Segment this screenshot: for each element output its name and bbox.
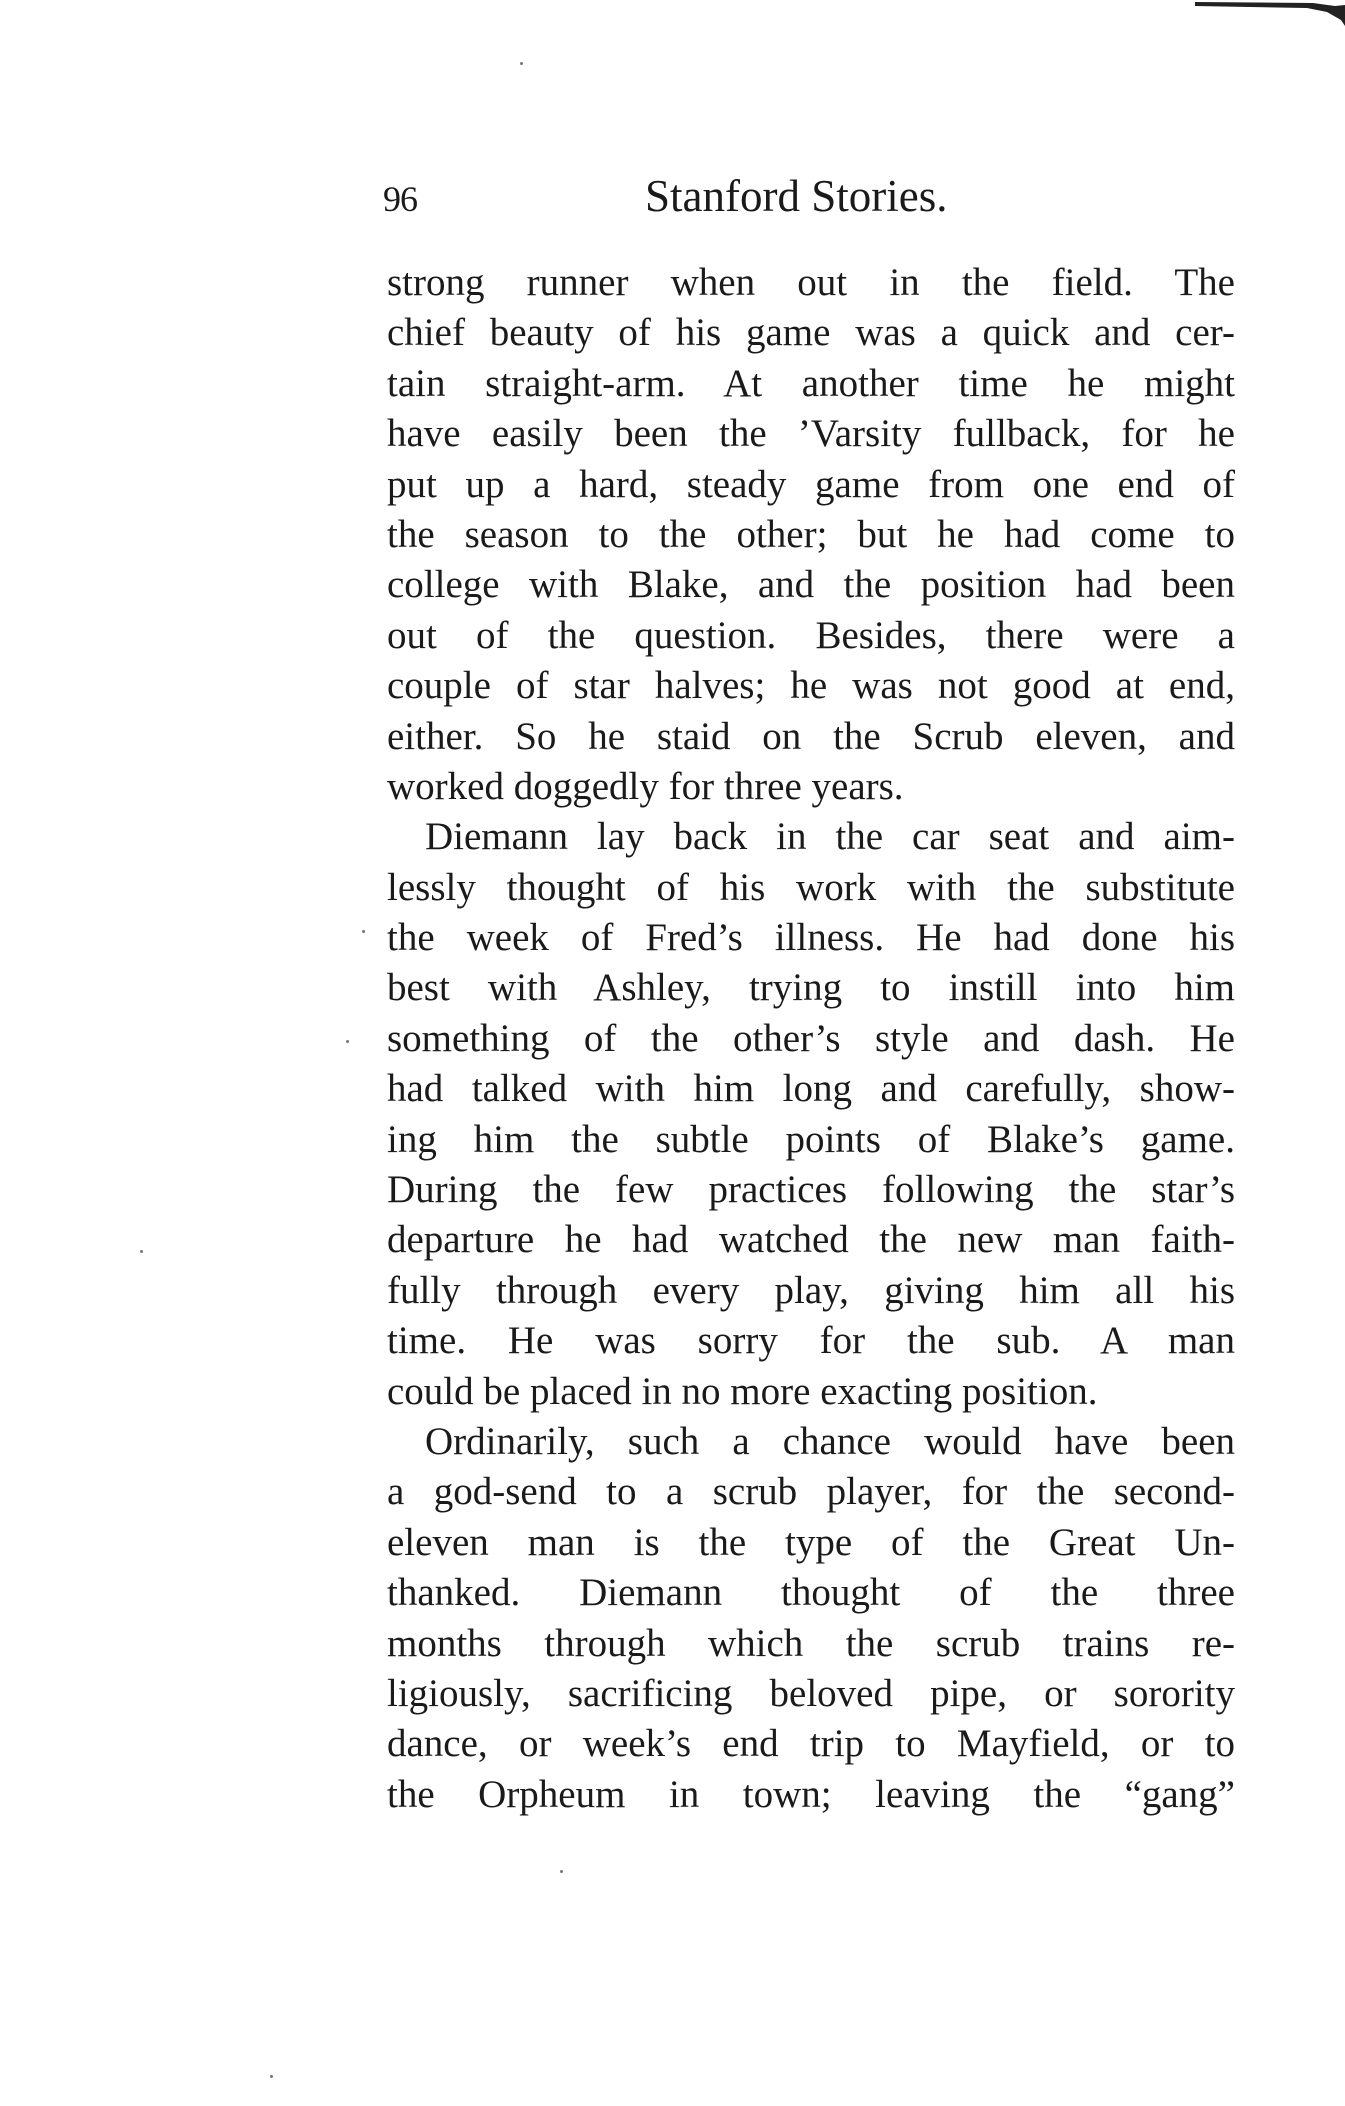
- running-title: Stanford Stories.: [645, 171, 948, 221]
- text-line: months through which the scrub trains re-: [387, 1621, 1235, 1665]
- text-line: college with Blake, and the position had been: [387, 563, 1235, 607]
- text-line: thanked. Diemann thought of the three: [387, 1571, 1235, 1615]
- text-line: fully through every play, giving him all his: [387, 1268, 1235, 1312]
- paper-speck: [362, 930, 365, 933]
- text-line: the season to the other; but he had come to: [387, 512, 1235, 556]
- page-edge-mark: [1195, 0, 1345, 26]
- paper-speck: [346, 1040, 349, 1043]
- text-line: tain straight-arm. At another time he might: [387, 361, 1235, 405]
- text-line: the week of Fred’s illness. He had done his: [387, 916, 1235, 960]
- page-header: [383, 170, 1243, 240]
- text-line: time. He was sorry for the sub. A man: [387, 1319, 1235, 1363]
- text-line: Diemann lay back in the car seat and aim-: [425, 815, 1235, 859]
- paper-speck: [560, 1870, 563, 1873]
- text-line: dance, or week’s end trip to Mayfield, or to: [387, 1722, 1235, 1766]
- text-line: Ordinarily, such a chance would have been: [425, 1419, 1235, 1463]
- text-line: During the few practices following the star’s: [387, 1168, 1235, 1212]
- text-line: best with Ashley, trying to instill into him: [387, 966, 1235, 1010]
- text-line: had talked with him long and carefully, show-: [387, 1067, 1235, 1111]
- paper-speck: [270, 2075, 273, 2078]
- text-line: have easily been the ’Varsity fullback, for he: [387, 412, 1235, 456]
- text-line: could be placed in no more exacting position.: [387, 1369, 1098, 1413]
- text-line: lessly thought of his work with the substitute: [387, 865, 1235, 909]
- text-line: ing him the subtle points of Blake’s game.: [387, 1117, 1235, 1161]
- text-line: out of the question. Besides, there were a: [387, 613, 1235, 657]
- body-text: [387, 258, 1235, 1820]
- text-line: couple of star halves; he was not good at end,: [387, 664, 1235, 708]
- text-line: a god-send to a scrub player, for the second-: [387, 1470, 1235, 1514]
- text-line: strong runner when out in the field. The: [387, 261, 1235, 304]
- text-line: something of the other’s style and dash. He: [387, 1016, 1235, 1060]
- paper-speck: [140, 1250, 143, 1253]
- text-line: chief beauty of his game was a quick and cer-: [387, 311, 1235, 355]
- paper-speck: [520, 62, 523, 65]
- page-number: 96: [383, 179, 417, 219]
- text-line: departure he had watched the new man faith-: [387, 1218, 1235, 1262]
- text-line: put up a hard, steady game from one end of: [387, 462, 1235, 506]
- text-line: ligiously, sacrificing beloved pipe, or sorority: [387, 1671, 1235, 1715]
- text-line: worked doggedly for three years.: [387, 764, 904, 808]
- text-line: either. So he staid on the Scrub eleven, and: [387, 714, 1235, 758]
- text-line: the Orpheum in town; leaving the “gang”: [387, 1772, 1235, 1816]
- text-line: eleven man is the type of the Great Un-: [387, 1520, 1235, 1564]
